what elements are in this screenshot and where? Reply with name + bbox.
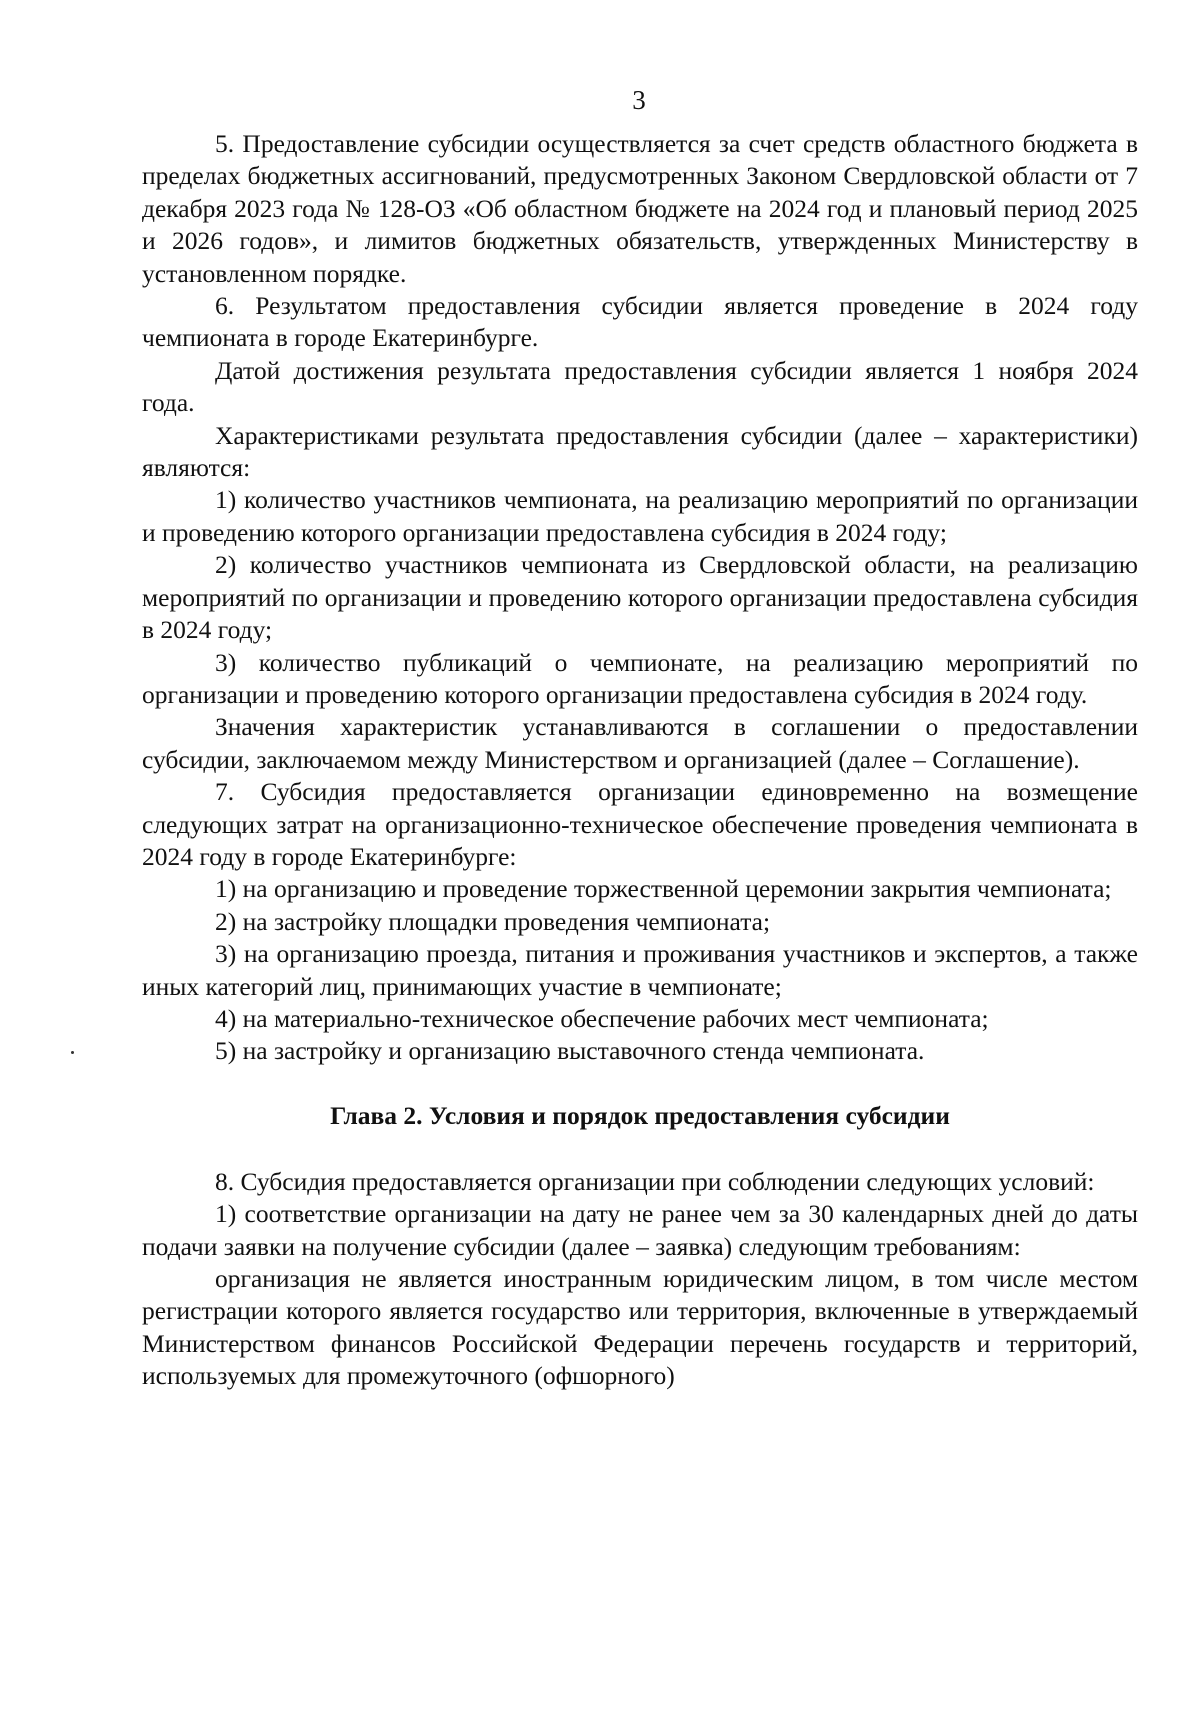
document-body: [142, 128, 1138, 1393]
paragraph: 7. Субсидия предоставляется организации единовременно на возмещение следующих затрат на организационно-техническое обеспечение проведения чемпионата в 2024 году в городе Екатеринбурге:: [142, 777, 1138, 871]
list-item: 2) на застройку площадки проведения чемпионата;: [215, 906, 771, 936]
list-item: 1) количество участников чемпионата, на реализацию мероприятий по организации и проведению которого организации предоставлена субсидия в 2024 году;: [142, 485, 1138, 547]
page-number: 3: [632, 85, 646, 115]
chapter-heading: Глава 2. Условия и порядок предоставления субсидии: [330, 1100, 950, 1130]
paragraph: Значения характеристик устанавливаются в соглашении о предоставлении субсидии, заключаемом между Министерством и организацией (далее – Соглашение).: [142, 712, 1138, 774]
list-item: 3) на организацию проезда, питания и проживания участников и экспертов, а также иных категорий лиц, принимающих участие в чемпионате;: [142, 939, 1138, 1001]
list-item: 1) на организацию и проведение торжественной церемонии закрытия чемпионата;: [215, 874, 1112, 904]
paragraph: Датой достижения результата предоставления субсидии является 1 ноября 2024 года.: [142, 355, 1138, 418]
scan-speck: [71, 1051, 74, 1054]
paragraph: Характеристиками результата предоставления субсидии (далее – характеристики) являются:: [142, 420, 1138, 483]
paragraph: организация не является иностранным юридическим лицом, в том числе местом регистрации которого является государство или территория, включенные в утверждаемый Министерством финансов Российской Федерации перечень государств и территорий, используемых для промежуточного (офшорного): [142, 1264, 1138, 1391]
list-item: 5) на застройку и организацию выставочного стенда чемпионата.: [215, 1036, 925, 1066]
list-item: 4) на материально-техническое обеспечение рабочих мест чемпионата;: [215, 1003, 989, 1033]
paragraph: 8. Субсидия предоставляется организации при соблюдении следующих условий:: [215, 1166, 1095, 1196]
list-item: 2) количество участников чемпионата из Свердловской области, на реализацию мероприятий по организации и проведению которого организации предоставлена субсидия в 2024 году;: [142, 550, 1138, 645]
paragraph: 6. Результатом предоставления субсидии является проведение в 2024 году чемпионата в городе Екатеринбурге.: [142, 291, 1138, 353]
list-item: 1) соответствие организации на дату не ранее чем за 30 календарных дней до даты подачи заявки на получение субсидии (далее – заявка) следующим требованиям:: [142, 1199, 1138, 1261]
list-item: 3) количество публикаций о чемпионате, на реализацию мероприятий по организации и проведению которого организации предоставлена субсидия в 2024 году.: [142, 647, 1138, 709]
paragraph: 5. Предоставление субсидии осуществляется за счет средств областного бюджета в пределах бюджетных ассигнований, предусмотренных Законом Свердловской области от 7 декабря 2023 года № 128-ОЗ «Об областном бюджете на 2024 год и плановый период 2025 и 2026 годов», и лимитов бюджетных обязательств, утвержденных Министерству в установленном порядке.: [142, 129, 1138, 288]
